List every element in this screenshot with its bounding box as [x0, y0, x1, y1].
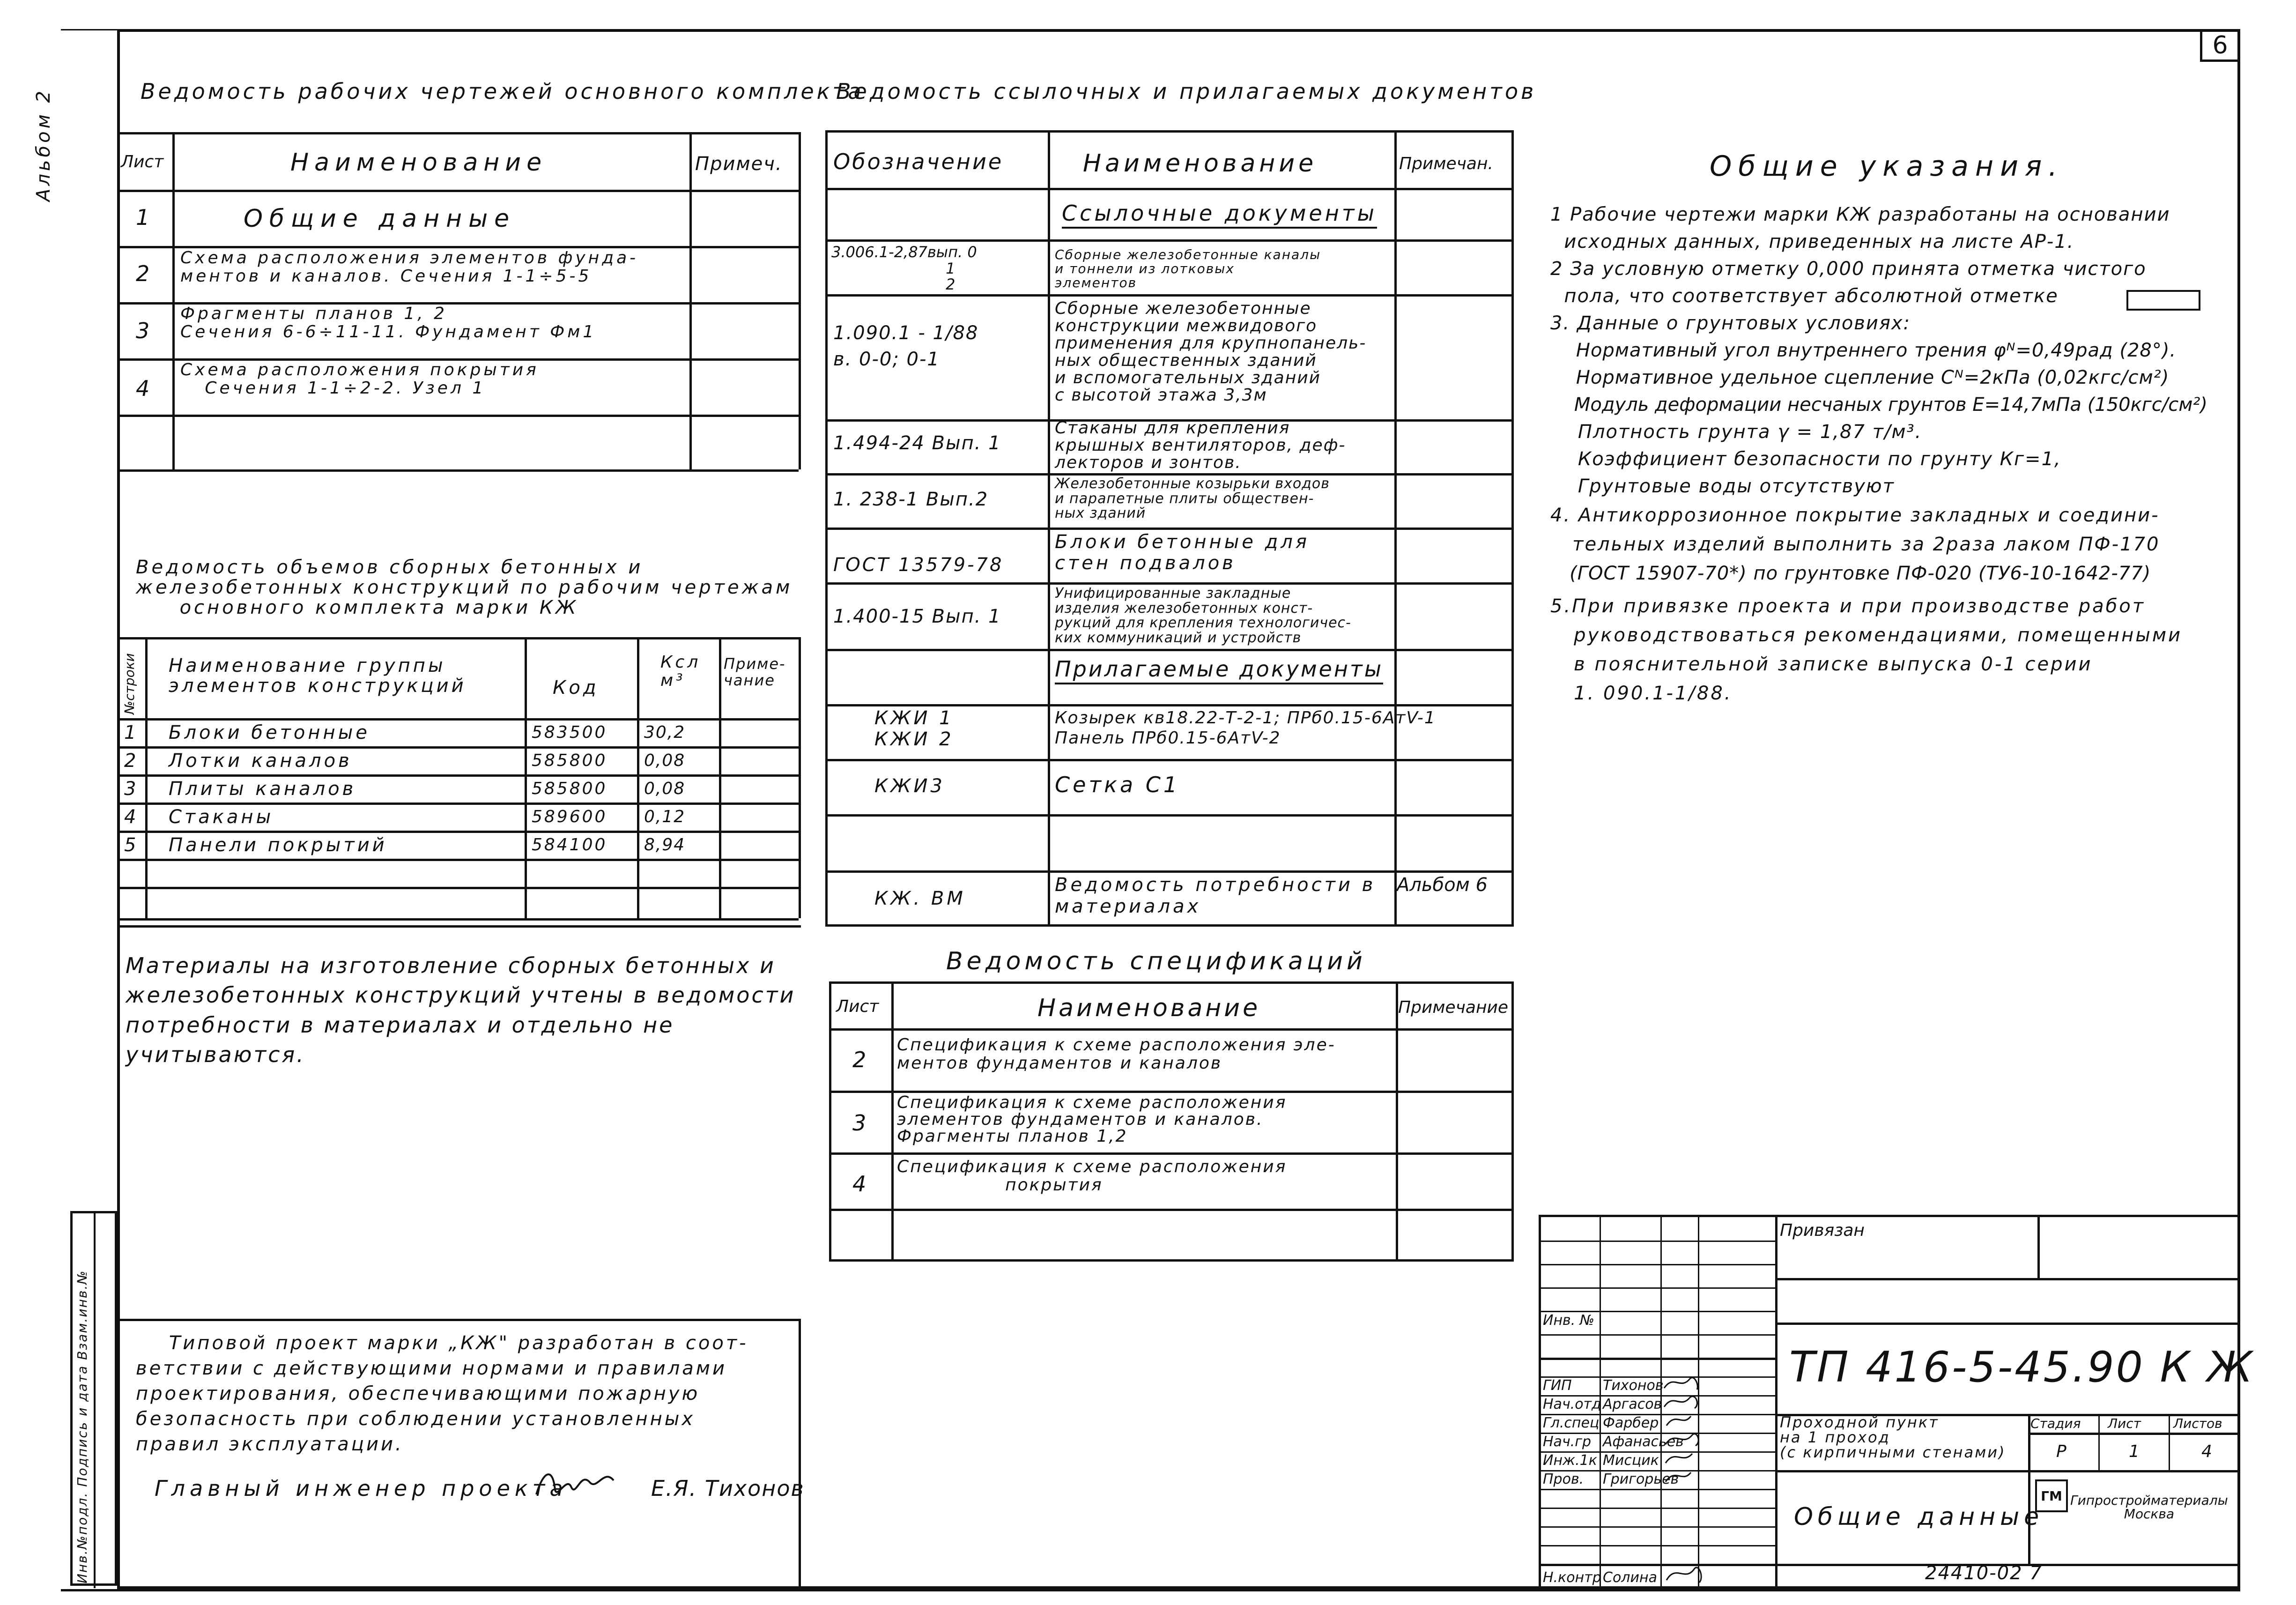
- volumes-header-group: Наименование группы элементов конструкций: [169, 655, 467, 697]
- tb-staff-4-name: Афанасьев: [1603, 1434, 1684, 1450]
- general-notes-line: Плотность грунта γ = 1,87 т/м³.: [1550, 421, 1922, 443]
- volumes-row-5-group: Панели покрытий: [169, 834, 387, 856]
- general-notes-title: Общие указания.: [1710, 150, 2064, 183]
- drawings-list-title: Ведомость рабочих чертежей основного комплекта: [141, 79, 864, 104]
- left-column-divider: [117, 925, 801, 928]
- tb-staff-3-role: Гл.спец: [1543, 1415, 1600, 1431]
- tb-staff-5-role: Инж.1к: [1543, 1452, 1597, 1469]
- general-notes-line: руководствоваться рекомендациями, помещенными: [1550, 624, 2182, 646]
- volumes-row-1-group: Блоки бетонные: [169, 722, 370, 743]
- top-trim-line: [61, 29, 2240, 30]
- drawings-row-4-sheet: 4: [136, 376, 153, 401]
- drawings-header-note: Примеч.: [695, 153, 783, 175]
- spec-header-note: Примечание: [1398, 998, 1509, 1017]
- typical-project-text: Типовой проект марки „КЖ" разработан в соот- ветствии с действующими нормами и правилами проектирования, обеспечивающими пожарную безопасность при соблюдении установленных правил эксплуатации.: [136, 1332, 748, 1455]
- spec-row-3-sheet: 4: [852, 1171, 869, 1196]
- general-notes-line: (ГОСТ 15907-70*) по грунтовке ПФ-020 (ТУ6-10-1642-77): [1550, 563, 2151, 584]
- general-notes-line: 2 За условную отметку 0,000 принята отметка чистого: [1550, 258, 2147, 280]
- attdocs-row-2-name: Сетка С1: [1055, 772, 1180, 797]
- attdocs-row-1-name: Козырек кв18.22-Т-2-1; ПРб0.15-6АтV-1 Панель ПРб0.15-6АтV-2: [1055, 708, 1436, 748]
- tb-sheets: 4: [2201, 1442, 2215, 1461]
- volumes-row-4-code: 589600: [532, 807, 607, 826]
- general-notes-line: Модуль деформации несчаных грунтов E=14,7мПа (150кгс/см²): [1550, 394, 2208, 416]
- chief-engineer-name: Е.Я. Тихонов: [651, 1476, 805, 1501]
- tb-staff-6-role: Пров.: [1543, 1471, 1584, 1487]
- tb-object: Проходной пункт на 1 проход (с кирпичными стенами): [1780, 1413, 2006, 1461]
- tb-staff-3-name: Фарбер: [1603, 1415, 1659, 1431]
- tb-inv: Инв. №: [1543, 1312, 1595, 1329]
- side-stamp-divider: [94, 1213, 96, 1588]
- spec-row-3-name: Спецификация к схеме расположения покрытия: [897, 1157, 1287, 1195]
- refdocs-row-2-designation: 1.090.1 - 1/88 в. 0-0; 0-1: [833, 322, 979, 370]
- general-notes-line: Нормативный угол внутреннего трения φᴺ=0,49рад (28°).: [1550, 340, 2177, 361]
- org-logo: [2035, 1479, 2068, 1512]
- volumes-row-3-code: 585800: [532, 779, 607, 798]
- tb-privyazan: Привязан: [1780, 1221, 1865, 1240]
- attdocs-row-4-note: Альбом 6: [1397, 874, 1488, 896]
- volumes-row-4-ksl: 0,12: [644, 807, 686, 826]
- page-number: 6: [2212, 31, 2228, 59]
- general-notes-line: 1 Рабочие чертежи марки КЖ разработаны на основании: [1550, 204, 2170, 225]
- refdocs-header-note: Примечан.: [1399, 154, 1493, 173]
- tb-staff-5-name: Мисцик: [1603, 1452, 1659, 1469]
- general-notes-line: пола, что соответствует абсолютной отметке: [1550, 285, 2059, 307]
- bottom-trim-line: [61, 1589, 2240, 1591]
- attdocs-row-4-name: Ведомость потребности в материалах: [1055, 874, 1376, 917]
- refdocs-section-att: Прилагаемые документы: [1055, 656, 1383, 684]
- reference-docs-table: [825, 130, 1514, 927]
- tb-staff-7-role: Н.контр: [1543, 1569, 1601, 1586]
- volumes-row-3-ksl: 0,08: [644, 779, 686, 798]
- drawings-header-sheet: Лист: [121, 152, 164, 171]
- org-logo-icon: ГМ: [2041, 1488, 2062, 1504]
- spec-row-1-sheet: 2: [852, 1047, 869, 1072]
- side-stamp-text: Инв.№подл. Подпись и дата Взам.инв.№: [74, 1270, 90, 1583]
- spec-row-1-name: Спецификация к схеме расположения эле- ментов фундаментов и каналов: [897, 1035, 1336, 1073]
- tb-sheet-h: Лист: [2108, 1416, 2141, 1431]
- specifications-table: [829, 981, 1514, 1262]
- spec-header-name: Наименование: [1037, 994, 1261, 1022]
- volumes-row-5-ksl: 8,94: [644, 835, 686, 855]
- refdocs-row-6-designation: 1.400-15 Вып. 1: [833, 606, 1001, 627]
- refdocs-header-designation: Обозначение: [833, 149, 1004, 174]
- refdocs-row-3-name: Стаканы для крепления крышных вентиляторов, деф- лекторов и зонтов.: [1055, 418, 1346, 473]
- volumes-row-4-group: Стаканы: [169, 806, 274, 828]
- general-notes-line: исходных данных, приведенных на листе АР-1.: [1550, 231, 2074, 253]
- tb-doc-name: Общие данные: [1794, 1503, 2044, 1531]
- tb-stage: Р: [2056, 1442, 2069, 1461]
- attdocs-row-4-designation: КЖ. ВМ: [874, 888, 966, 909]
- refdocs-row-4-name: Железобетонные козырьки входов и парапетные плиты обществен- ных зданий: [1055, 476, 1330, 521]
- reference-docs-title: Ведомость ссылочных и прилагаемых документов: [836, 79, 1537, 104]
- album-side-label: Альбом 2: [33, 88, 54, 201]
- absolute-mark-box: [2126, 290, 2200, 311]
- general-notes-line: 5.При привязке проекта и при производстве работ: [1550, 595, 2146, 617]
- volumes-row-2-ksl: 0,08: [644, 751, 686, 770]
- tb-sheet: 1: [2129, 1442, 2142, 1461]
- title-block: [1539, 1215, 2254, 1589]
- volumes-header-code: Код: [553, 677, 599, 698]
- spec-row-2-name: Спецификация к схеме расположения элементов фундаментов и каналов. Фрагменты планов 1,2: [897, 1093, 1287, 1146]
- drawings-row-4-name: Схема расположения покрытия Сечения 1-1÷2-2. Узел 1: [180, 360, 539, 398]
- chief-engineer-signature: [534, 1462, 618, 1504]
- general-notes-line: Грунтовые воды отсутствуют: [1550, 476, 1895, 497]
- refdocs-row-1-name: Сборные железобетонные каналы и тоннели из лотковых элементов: [1055, 247, 1321, 291]
- tb-staff-1-role: ГИП: [1543, 1377, 1572, 1394]
- refdocs-row-6-name: Унифицированные закладные изделия железобетонных конст- рукций для крепления технологичес- ких коммуникаций и устройств: [1055, 585, 1351, 646]
- tb-staff-4-role: Нач.гр: [1543, 1434, 1592, 1450]
- drawings-row-3-name: Фрагменты планов 1, 2 Сечения 6-6÷11-11. Фундамент Фм1: [180, 304, 597, 342]
- materials-note: Материалы на изготовление сборных бетонных и железобетонных конструкций учтены в ведомости потребности в материалах и отдельно не учитываются.: [126, 953, 796, 1068]
- refdocs-row-5-designation: ГОСТ 13579-78: [833, 554, 1004, 576]
- attdocs-row-2-designation: КЖИ3: [874, 775, 945, 797]
- drawings-row-2-sheet: 2: [136, 261, 153, 286]
- drawings-table: [117, 132, 801, 469]
- attdocs-row-1-designation: КЖИ 1 КЖИ 2: [874, 707, 954, 750]
- refdocs-header-name: Наименование: [1083, 149, 1318, 178]
- drawings-header-name: Наименование: [290, 149, 548, 177]
- tb-designation: ТП 416-5-45.90 К Ж: [1789, 1343, 2254, 1392]
- tb-staff-2-name: Аргасов: [1603, 1396, 1662, 1412]
- tb-staff-7-name: Солина: [1603, 1569, 1657, 1586]
- general-notes-line: в пояснительной записке выпуска 0-1 серии: [1550, 654, 2093, 675]
- spec-header-sheet: Лист: [836, 997, 879, 1016]
- volumes-row-1-num: 1: [124, 722, 139, 743]
- tb-staff-1-name: Тихонов: [1603, 1377, 1664, 1394]
- general-notes-line: 3. Данные о грунтовых условиях:: [1550, 312, 1911, 334]
- tb-inv-bottom: 24410-02 7: [1925, 1562, 2043, 1584]
- refdocs-row-4-designation: 1. 238-1 Вып.2: [833, 489, 989, 510]
- general-notes-line: 1. 090.1-1/88.: [1550, 683, 1733, 704]
- volumes-row-1-code: 583500: [532, 723, 607, 742]
- volumes-row-2-num: 2: [124, 750, 139, 772]
- general-notes-line: 4. Антикоррозионное покрытие закладных и соедини-: [1550, 505, 2160, 526]
- refdocs-row-3-designation: 1.494-24 Вып. 1: [833, 432, 1001, 454]
- volumes-header-ksl: Ксл м³: [660, 653, 701, 690]
- volumes-row-3-group: Плиты каналов: [169, 778, 356, 800]
- volumes-row-2-code: 585800: [532, 751, 607, 770]
- general-notes-line: Коэффициент безопасности по грунту Кг=1,: [1550, 448, 2061, 470]
- volumes-row-2-group: Лотки каналов: [169, 750, 352, 772]
- general-notes-body: [1550, 204, 2225, 712]
- refdocs-row-1-designation: 3.006.1-2,87вып. 0 1 2: [831, 243, 977, 294]
- page-number-box: [2200, 29, 2240, 62]
- chief-engineer-label: Главный инженер проекта: [155, 1476, 568, 1501]
- volumes-row-1-ksl: 30,2: [644, 723, 686, 742]
- volumes-row-5-num: 5: [124, 834, 139, 856]
- spec-row-2-sheet: 3: [852, 1110, 869, 1136]
- tb-stage-h: Стадия: [2030, 1416, 2081, 1431]
- drawings-row-2-name: Схема расположения элементов фунда- ментов и каналов. Сечения 1-1÷5-5: [180, 248, 639, 286]
- specifications-title: Ведомость спецификаций: [946, 947, 1366, 975]
- refdocs-row-5-name: Блоки бетонные для стен подвалов: [1055, 531, 1310, 574]
- volumes-header-note: Приме- чание: [724, 655, 786, 689]
- drawings-row-3-sheet: 3: [136, 318, 153, 343]
- tb-org: Гипростроймaтериалы Москва: [2070, 1493, 2228, 1522]
- volumes-row-3-num: 3: [124, 778, 139, 800]
- volumes-title: Ведомость объемов сборных бетонных и железобетонных конструкций по рабочим чертежам основного комплекта марки КЖ: [136, 557, 793, 619]
- tb-signatures: [1662, 1372, 1774, 1587]
- tb-sheets-h: Листов: [2173, 1416, 2222, 1431]
- tb-staff-2-role: Нач.отд: [1543, 1396, 1601, 1412]
- volumes-header-num: №строки: [122, 653, 137, 714]
- drawings-row-1-sheet: 1: [136, 205, 153, 230]
- volumes-row-4-num: 4: [124, 806, 139, 828]
- refdocs-section-ref: Ссылочные документы: [1062, 201, 1377, 229]
- tb-staff-6-name: Григорьев: [1603, 1471, 1679, 1487]
- drawings-row-1-name: Общие данные: [244, 205, 516, 233]
- general-notes-line: Нормативное удельное сцепление Cᴺ=2кПа (0,02кгс/см²): [1550, 367, 2170, 388]
- general-notes-line: тельных изделий выполнить за 2раза лаком ПФ-170: [1550, 534, 2160, 555]
- refdocs-row-2-name: Сборные железобетонные конструкции межвидового применения для крупнопанель- ных общественных зданий и вспомогательных зданий с высотой этажа 3,3м: [1055, 299, 1367, 405]
- volumes-row-5-code: 584100: [532, 835, 607, 855]
- side-stamp: [70, 1211, 117, 1586]
- volumes-table: [117, 637, 801, 918]
